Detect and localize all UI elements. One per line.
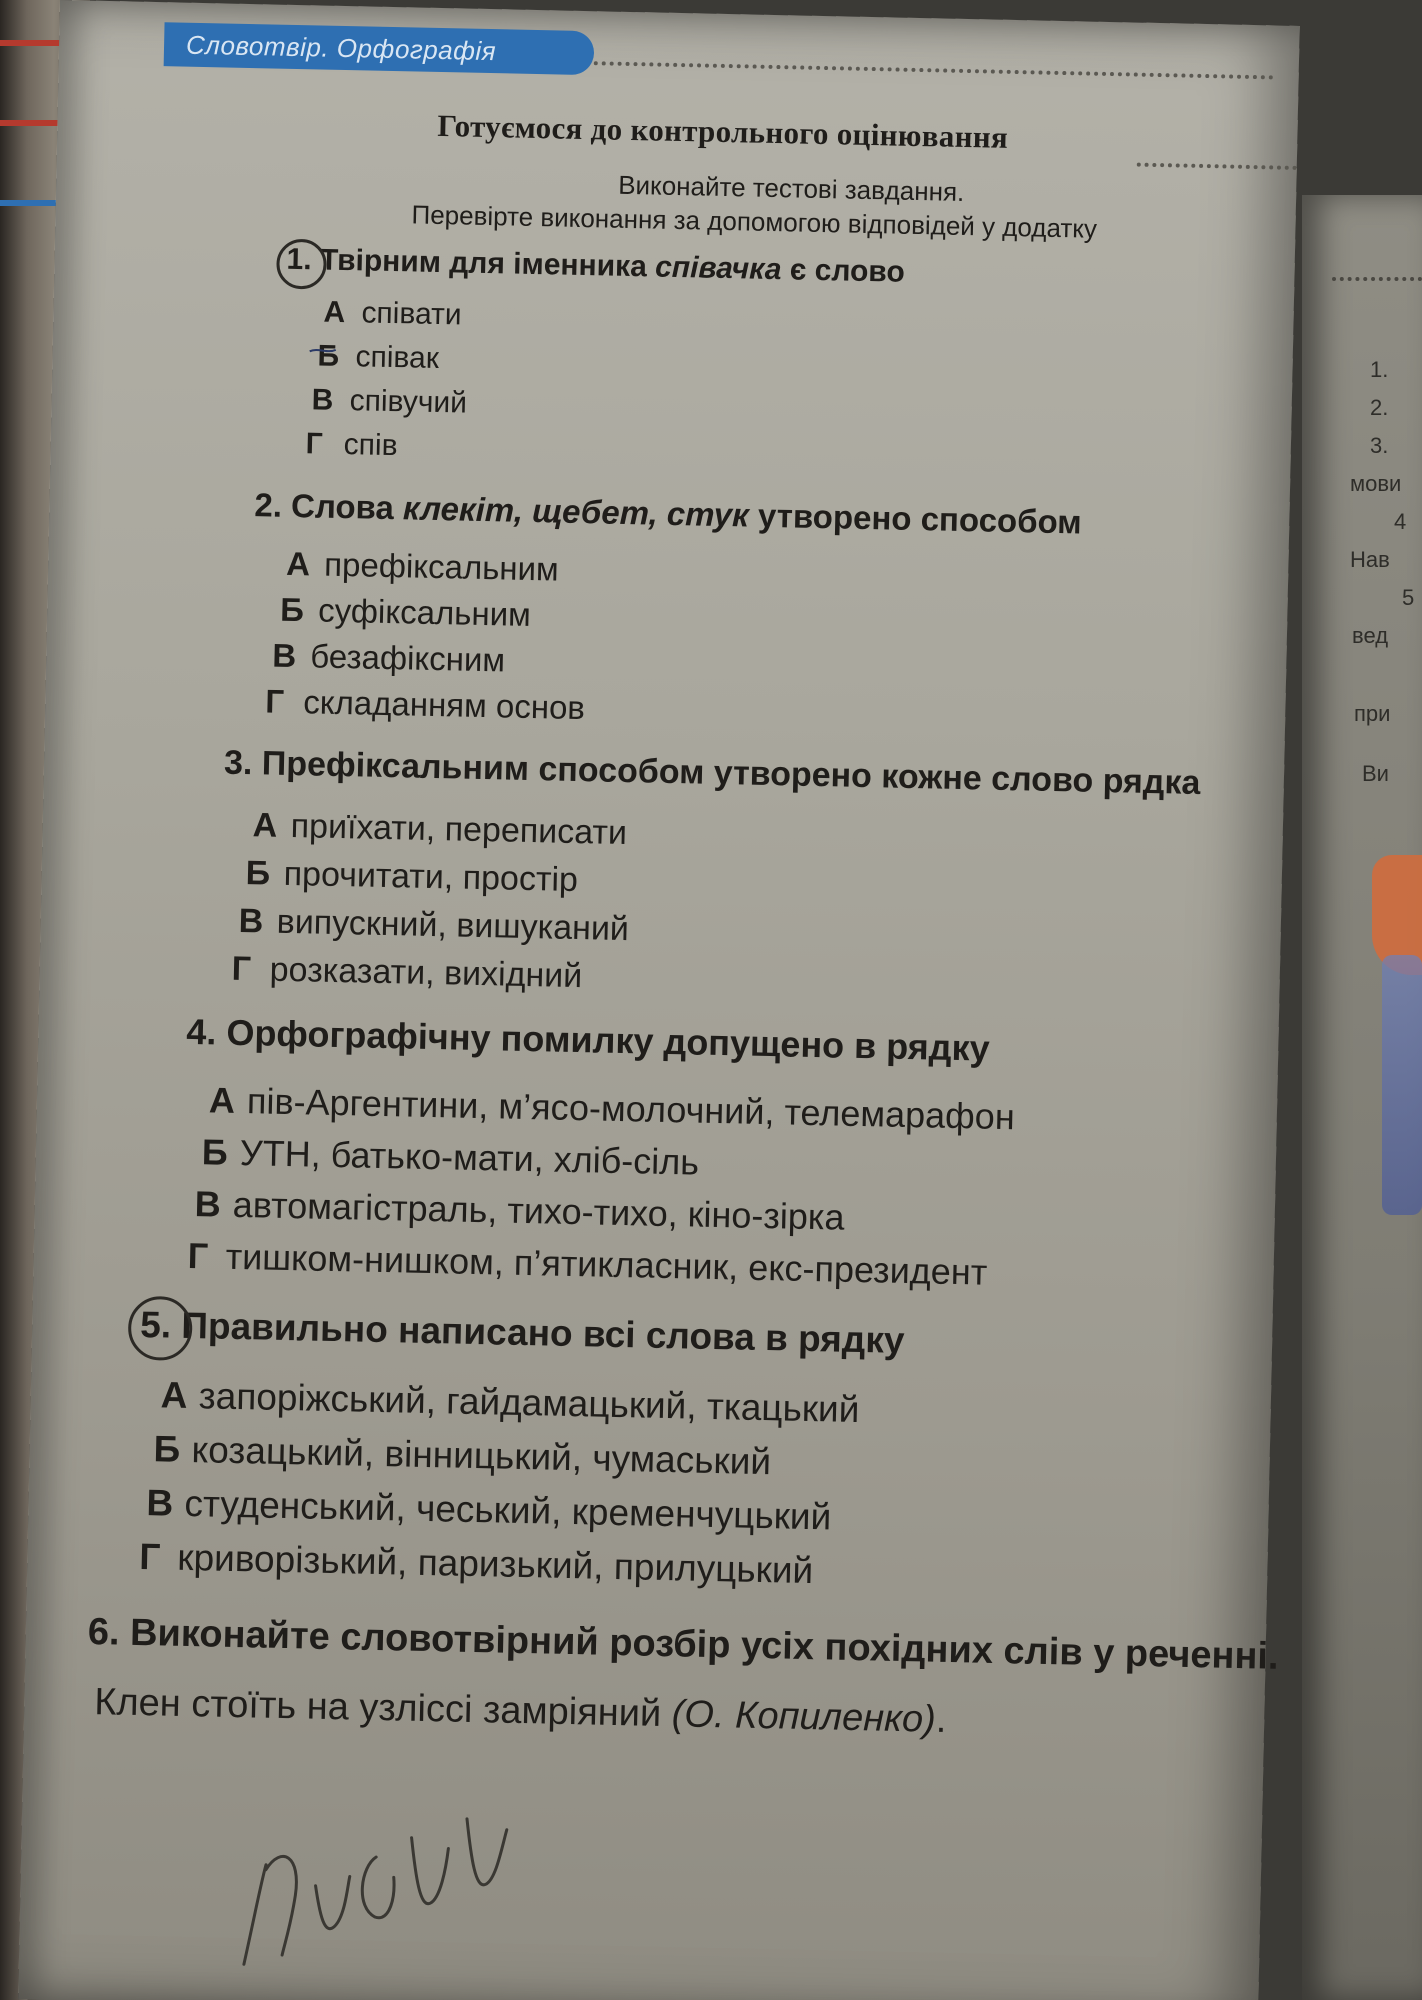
page-content bbox=[18, 0, 1300, 2000]
sentence-text: Клен стоїть на узліссі замріяний bbox=[93, 1681, 673, 1736]
option-text: студенський, чеський, кременчуцький bbox=[184, 1482, 832, 1538]
question-number: 1. bbox=[286, 242, 312, 277]
question-1 bbox=[286, 243, 905, 290]
answer-option bbox=[187, 1235, 987, 1294]
task-sentence bbox=[94, 1681, 947, 1742]
adjacent-fragment: при bbox=[1354, 701, 1391, 726]
answer-option bbox=[231, 950, 582, 996]
chapter-title: Словотвір. Орфографія bbox=[185, 29, 497, 66]
question-text: Префіксальним способом утворено кожне слово рядка bbox=[261, 744, 1201, 803]
option-text: УТН, батько-мати, хліб-сіль bbox=[239, 1132, 700, 1183]
option-letter: Г bbox=[264, 682, 285, 720]
question-2 bbox=[254, 486, 1082, 541]
answer-option bbox=[201, 1131, 699, 1183]
option-text: співучий bbox=[349, 384, 468, 420]
adjacent-page bbox=[1302, 195, 1422, 2000]
option-letter: Г bbox=[187, 1234, 209, 1277]
option-letter: В bbox=[194, 1183, 222, 1225]
sentence-author: (О. Копиленко) bbox=[671, 1693, 937, 1741]
question-number: 3. bbox=[223, 743, 253, 783]
instruction-line: Виконайте тестові завдання. bbox=[617, 169, 965, 207]
answer-option bbox=[265, 682, 585, 727]
question-text-italic: клекіт, щебет, стук bbox=[402, 489, 750, 534]
option-letter: В bbox=[271, 636, 297, 675]
pen-underline-mark bbox=[308, 343, 338, 356]
question-text: Твірним для іменника bbox=[319, 243, 656, 284]
question-text: Правильно написано всі слова в рядку bbox=[180, 1304, 905, 1361]
adjacent-fragment: 5 bbox=[1402, 585, 1415, 610]
question-6 bbox=[87, 1611, 1279, 1679]
answer-option bbox=[272, 637, 506, 680]
adjacent-fragment: 1. bbox=[1370, 357, 1389, 382]
header-dotted-rule bbox=[594, 61, 1274, 79]
answer-option bbox=[305, 427, 398, 463]
chapter-banner bbox=[164, 22, 595, 75]
answer-option bbox=[209, 1079, 1016, 1138]
instruction-line: Перевірте виконання за допомогою відповідей у додатку bbox=[411, 199, 1098, 244]
question-4 bbox=[186, 1011, 990, 1070]
answer-option bbox=[146, 1482, 832, 1538]
answer-option bbox=[286, 545, 559, 589]
question-5 bbox=[140, 1304, 905, 1362]
section-title: Готуємося до контрольного оцінювання bbox=[437, 107, 1009, 155]
option-text: тишком-нишком, п’ятикласник, екс-президент bbox=[225, 1235, 988, 1293]
option-text: автомагістраль, тихо-тихо, кіно-зірка bbox=[232, 1183, 845, 1238]
option-letter: А bbox=[285, 544, 311, 583]
option-text: співак bbox=[355, 340, 440, 376]
answer-option bbox=[160, 1374, 859, 1431]
answer-option bbox=[311, 383, 467, 420]
adjacent-fragment: Нав bbox=[1350, 547, 1390, 572]
option-text: запоріжський, гайдамацький, ткацький bbox=[198, 1375, 860, 1431]
option-text: прочитати, простір bbox=[283, 854, 579, 900]
option-text: безафіксним bbox=[309, 637, 506, 679]
option-text: приїхати, переписати bbox=[290, 807, 628, 853]
option-letter: Г bbox=[305, 427, 324, 461]
adjacent-fragment: 4 bbox=[1394, 509, 1407, 534]
option-text: випускний, вишуканий bbox=[276, 902, 630, 949]
option-text: складанням основ bbox=[302, 683, 586, 727]
question-text: є слово bbox=[781, 253, 906, 289]
option-text: розказати, вихідний bbox=[269, 950, 583, 996]
adjacent-fragment: мови bbox=[1350, 471, 1402, 496]
option-letter: Б bbox=[153, 1428, 181, 1470]
pen-circle-mark bbox=[276, 239, 327, 290]
handwriting-strokes bbox=[244, 1814, 507, 1969]
pen-stroke bbox=[310, 349, 336, 352]
pen-circle-mark bbox=[128, 1296, 193, 1361]
adjacent-illustration bbox=[1382, 955, 1422, 1215]
answer-option bbox=[323, 296, 462, 333]
question-3 bbox=[224, 744, 1201, 803]
question-number: 5. bbox=[139, 1303, 172, 1346]
question-number: 2. bbox=[254, 486, 283, 524]
option-letter: Г bbox=[231, 949, 252, 989]
header-dotted-rule bbox=[1137, 163, 1297, 170]
option-letter: Б bbox=[317, 339, 340, 373]
answer-option bbox=[252, 806, 627, 853]
option-text: пів-Аргентини, м’ясо-молочний, телемарафон bbox=[246, 1080, 1016, 1138]
option-letter: В bbox=[311, 383, 334, 417]
handwritten-scribble bbox=[224, 1774, 528, 1980]
option-letter: А bbox=[252, 806, 278, 845]
option-letter: А bbox=[323, 295, 346, 330]
answer-option bbox=[238, 902, 629, 949]
option-letter: В bbox=[146, 1482, 174, 1524]
question-number: 6. bbox=[87, 1610, 120, 1654]
answer-option bbox=[139, 1536, 814, 1592]
option-letter: Б bbox=[245, 854, 271, 893]
answer-option bbox=[194, 1183, 845, 1239]
adjacent-fragment: вед bbox=[1352, 623, 1389, 648]
sentence-end: . bbox=[935, 1698, 947, 1741]
option-text: суфіксальним bbox=[317, 591, 532, 633]
option-letter: А bbox=[160, 1374, 188, 1416]
answer-option bbox=[245, 854, 578, 900]
option-text: криворізький, паризький, прилуцький bbox=[176, 1536, 814, 1592]
question-text: Слова bbox=[290, 486, 404, 527]
question-text: утворено способом bbox=[748, 496, 1083, 541]
option-letter: В bbox=[238, 901, 264, 941]
adjacent-fragment: 3. bbox=[1370, 433, 1389, 458]
option-text: співати bbox=[361, 296, 462, 332]
option-text: козацький, вінницький, чумаський bbox=[191, 1429, 772, 1483]
question-text-italic: співачка bbox=[654, 250, 782, 287]
question-text: Виконайте словотвірний розбір усіх похідних слів у реченні. bbox=[129, 1611, 1279, 1678]
textbook-page bbox=[18, 0, 1300, 2000]
option-letter: Г bbox=[138, 1536, 161, 1578]
adjacent-page-dots bbox=[1332, 277, 1422, 281]
answer-option bbox=[153, 1428, 771, 1483]
question-text: Орфографічну помилку допущено в рядку bbox=[226, 1011, 991, 1069]
option-letter: Б bbox=[279, 590, 305, 629]
adjacent-fragment: 2. bbox=[1370, 395, 1389, 420]
answer-option bbox=[280, 591, 531, 634]
option-letter: Б bbox=[201, 1131, 229, 1173]
option-text: префіксальним bbox=[323, 545, 560, 588]
question-number: 4. bbox=[185, 1010, 217, 1053]
option-text: спів bbox=[343, 428, 398, 463]
adjacent-fragment: Ви bbox=[1362, 761, 1389, 786]
option-letter: А bbox=[208, 1079, 236, 1121]
